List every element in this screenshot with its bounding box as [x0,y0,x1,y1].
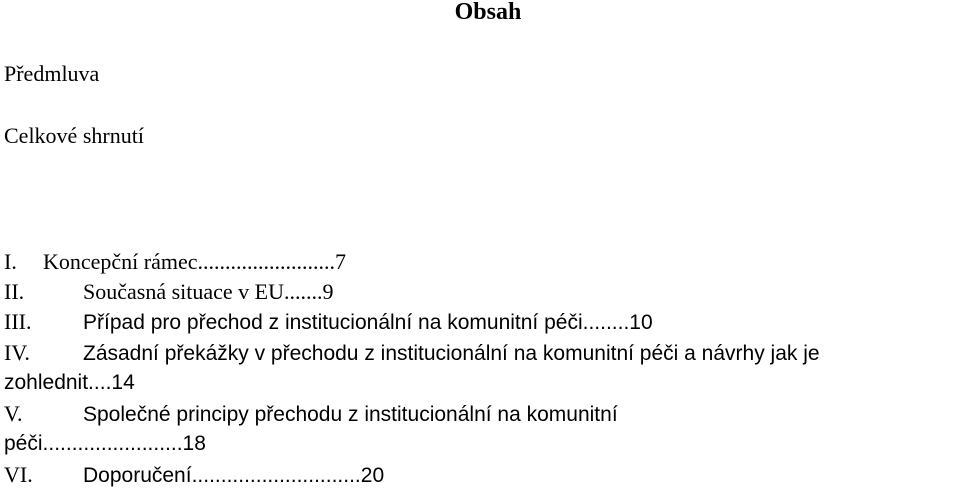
summary-heading: Celkové shrnutí [4,123,144,148]
toc-entry-1 [4,248,346,276]
toc-entry-text: Doporučení.............................20 [83,464,385,487]
toc-entry-number: VI. [4,462,33,487]
toc-entry-number: II. [4,279,25,304]
toc-entry-text: Zásadní překážky v přechodu z institucionální na komunitní péči a návrhy jak je [83,342,820,365]
toc-entry-4-continuation: zohlednit....14 [4,371,135,394]
toc-entry-text: Případ pro přechod z institucionální na komunitní péči........10 [83,311,653,334]
toc-entry-3 [4,308,653,337]
toc-entry-5 [4,400,618,429]
toc-entry-text: Koncepční rámec.........................7 [43,249,347,274]
toc-entry-2 [4,278,334,306]
toc-entry-text: Společné principy přechodu z institucionální na komunitní [83,403,618,426]
preface-heading: Předmluva [4,61,100,86]
toc-entry-number: I. [4,249,17,274]
toc-entry-number: III. [4,309,32,334]
toc-entry-text: Současná situace v EU.......9 [83,279,334,304]
toc-entry-number: V. [4,401,23,426]
toc-entry-5-continuation: péči........................18 [4,432,206,455]
toc-entry-6 [4,461,384,490]
toc-entry-number: IV. [4,340,30,365]
toc-entry-4 [4,339,820,368]
page-title: Obsah [454,0,522,25]
